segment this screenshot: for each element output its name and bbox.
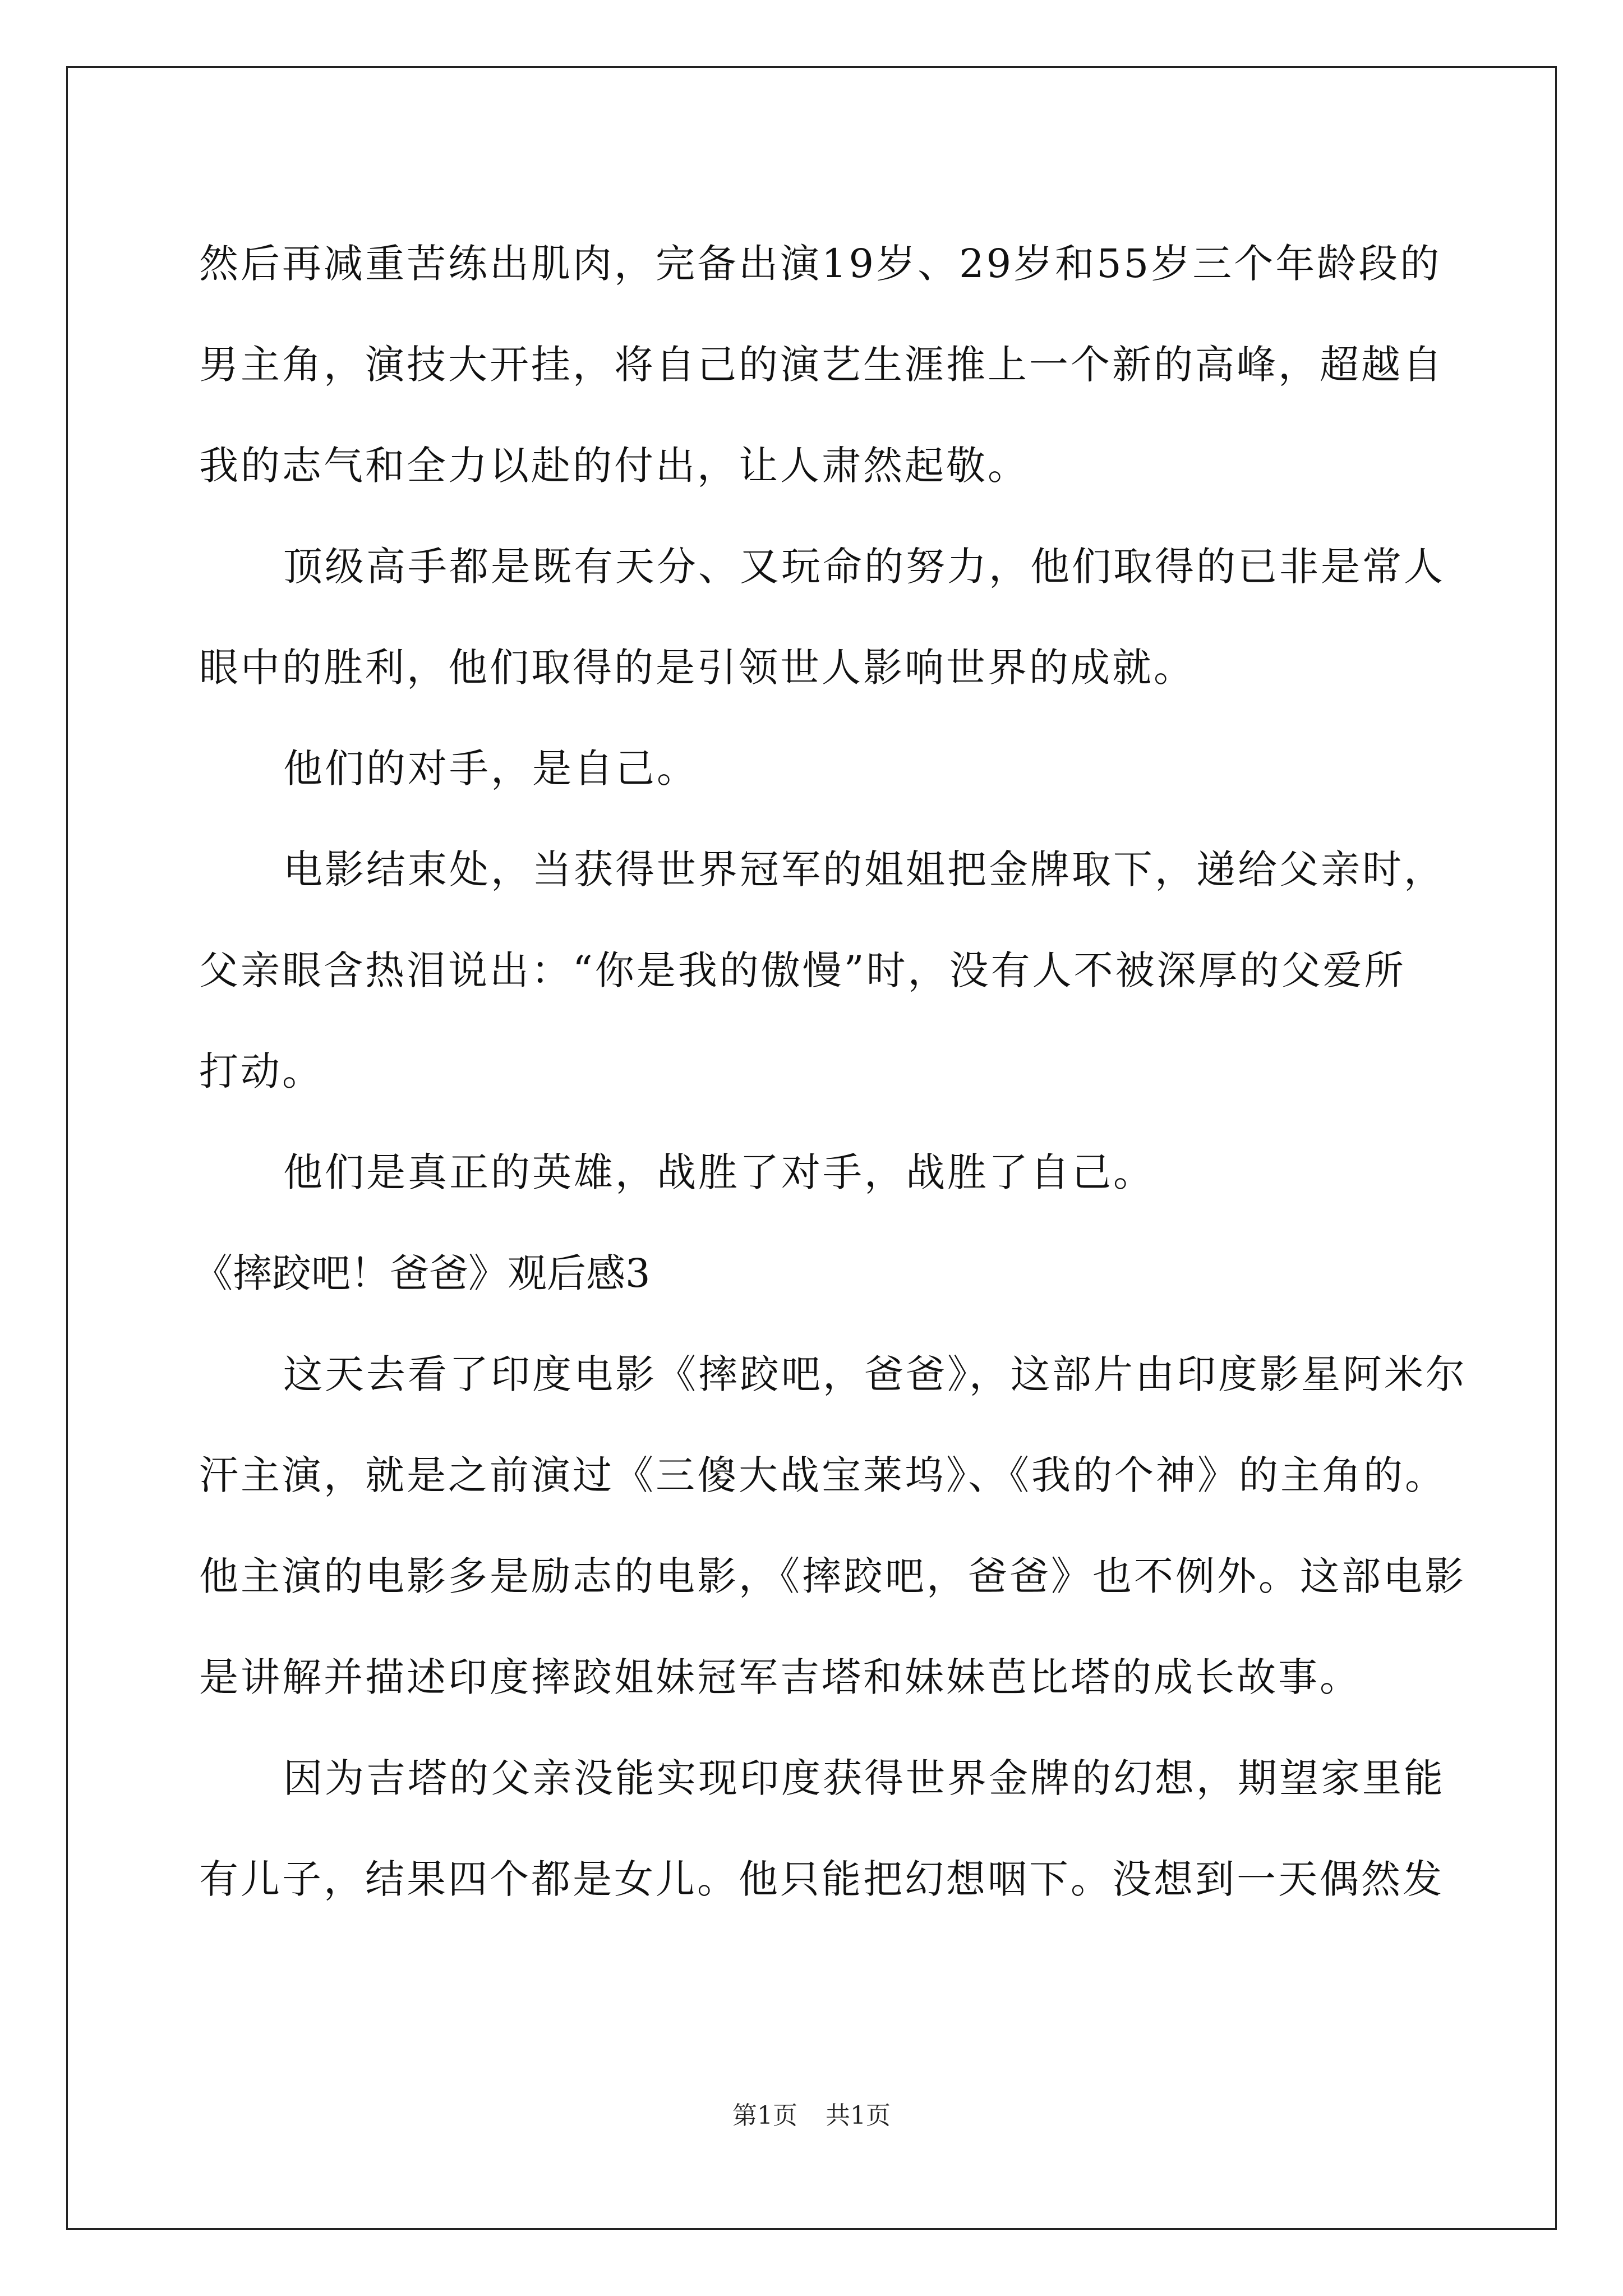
text-line: 他主演的电影多是励志的电影，《摔跤吧，爸爸》也不例外。这部电影 [199,1553,1466,1599]
page-footer [0,2095,1623,2131]
page-total: 共1页 [826,2101,891,2130]
text-line: 男主角，演技大开挂，将自己的演艺生涯推上一个新的高峰，超越自 [199,342,1444,388]
paragraph-start: 顶级高手都是既有天分、又玩命的努力，他们取得的已非是常人 [283,544,1445,590]
text-line: 眼中的胜利，他们取得的是引领世人影响世界的成就。 [199,645,1195,691]
text-line: 是讲解并描述印度摔跤姐妹冠军吉塔和妹妹芭比塔的成长故事。 [199,1654,1361,1700]
page-number: 第1页 [732,2101,797,2130]
text-line: 汗主演，就是之前演过《三傻大战宝莱坞》、《我的个神》的主角的。 [199,1452,1446,1498]
paragraph-start: 他们的对手，是自己。 [283,746,698,792]
paragraph-start: 他们是真正的英雄，战胜了对手，战胜了自己。 [283,1149,1155,1195]
text-line: 然后再减重苦练出肌肉，完备出演19岁、29岁和55岁三个年龄段的 [199,241,1442,287]
document-body [193,213,1467,1930]
paragraph-start: 这天去看了印度电影《摔跤吧，爸爸》，这部片由印度影星阿米尔 [283,1351,1467,1397]
text-line: 父亲眼含热泪说出：“你是我的傲慢”时，没有人不被深厚的父爱所 [199,947,1406,993]
text-line: 打动。 [199,1048,324,1094]
paragraph-start: 电影结束处，当获得世界冠军的姐姐把金牌取下，递给父亲时， [283,846,1445,892]
text-line: 有儿子，结果四个都是女儿。他只能把幻想咽下。没想到一天偶然发 [199,1856,1444,1902]
section-heading: 《摔跤吧！爸爸》观后感3 [193,1250,651,1296]
text-line: 我的志气和全力以赴的付出，让人肃然起敬。 [199,443,1029,489]
paragraph-start: 因为吉塔的父亲没能实现印度获得世界金牌的幻想，期望家里能 [283,1755,1445,1801]
